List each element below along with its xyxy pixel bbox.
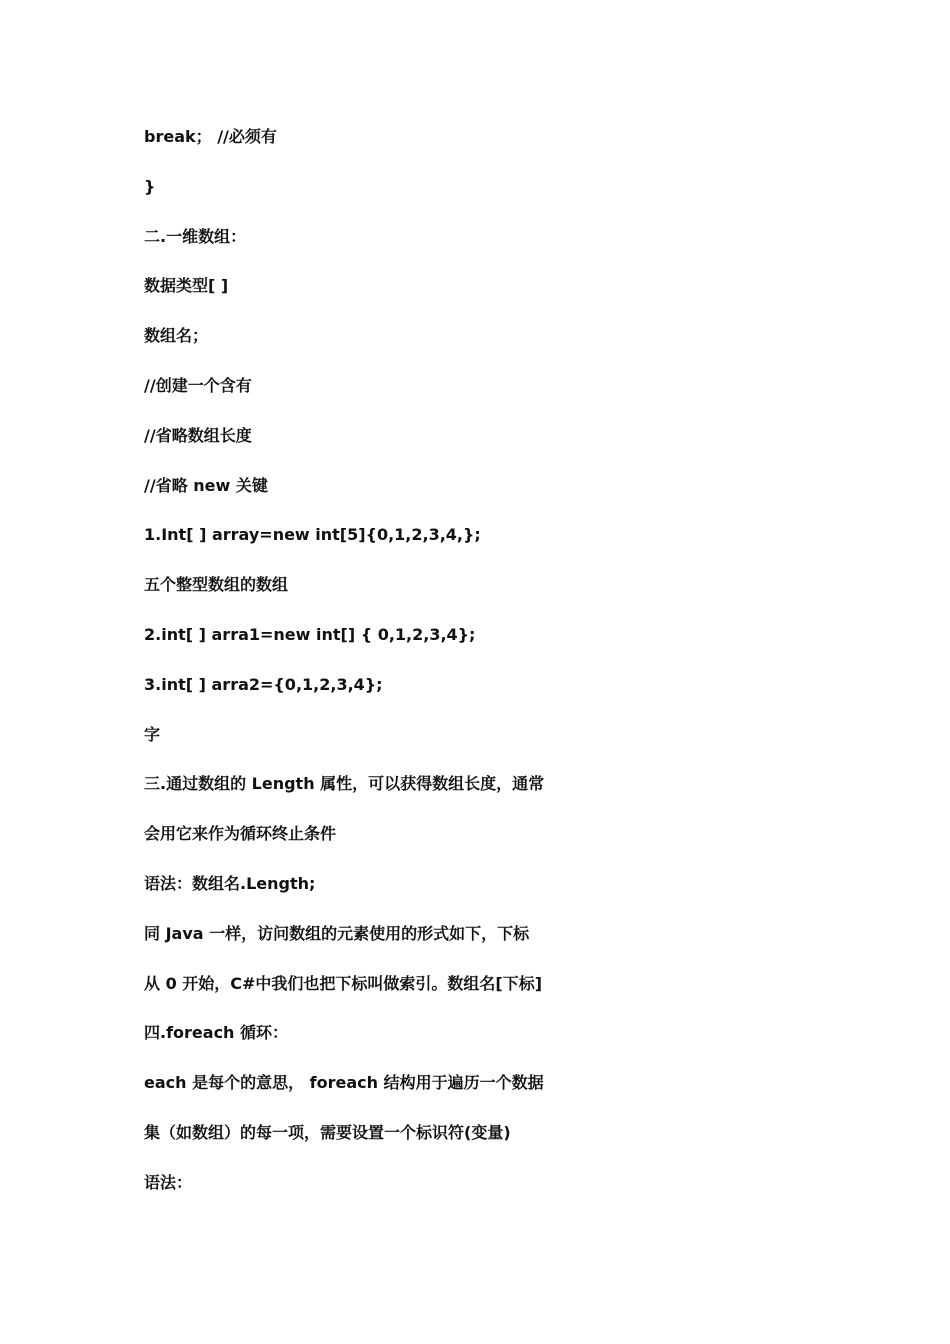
section-heading-length-property: 三.通过数组的 Length 属性，可以获得数组长度，通常 (144, 774, 545, 794)
comment-line-omit-length: //省略数组长度 (144, 425, 252, 445)
text-line-closing-brace: } (144, 176, 156, 196)
text-line-break-statement: break； //必须有 (144, 127, 277, 146)
code-line-example-2: 2.int[ ] arra1=new int[] { 0,1,2,3,4}; (144, 624, 476, 644)
text-line-foreach-desc: each 是每个的意思， foreach 结构用于遍历一个数据 (144, 1073, 544, 1093)
document-body (144, 124, 844, 1220)
text-line-char: 字 (144, 724, 161, 744)
text-line-five-ints: 五个整型数组的数组 (144, 575, 289, 595)
section-heading-foreach: 四.foreach 循环： (144, 1023, 289, 1043)
code-line-example-1: 1.Int[ ] array=new int[5]{0,1,2,3,4,}; (144, 525, 481, 545)
comment-line-omit-new: //省略 new 关键 (144, 475, 268, 495)
text-line-loop-condition: 会用它来作为循环终止条件 (144, 824, 337, 844)
text-line-syntax-label: 语法： (144, 1172, 193, 1192)
text-line-foreach-identifier: 集（如数组）的每一项，需要设置一个标识符(变量) (144, 1122, 511, 1142)
text-line-length-syntax: 语法：数组名.Length; (144, 873, 316, 893)
text-line-java-access: 同 Java 一样，访问数组的元素使用的形式如下，下标 (144, 923, 530, 943)
comment-line-create: //创建一个含有 (144, 375, 252, 395)
text-line-index: 从 0 开始，C#中我们也把下标叫做索引。数组名[下标] (144, 973, 543, 993)
code-line-example-3: 3.int[ ] arra2={0,1,2,3,4}; (144, 674, 383, 694)
section-heading-one-dim-array: 二.一维数组： (144, 226, 247, 246)
text-line-data-type: 数据类型[ ] (144, 276, 229, 296)
text-line-array-name: 数组名； (144, 326, 209, 346)
